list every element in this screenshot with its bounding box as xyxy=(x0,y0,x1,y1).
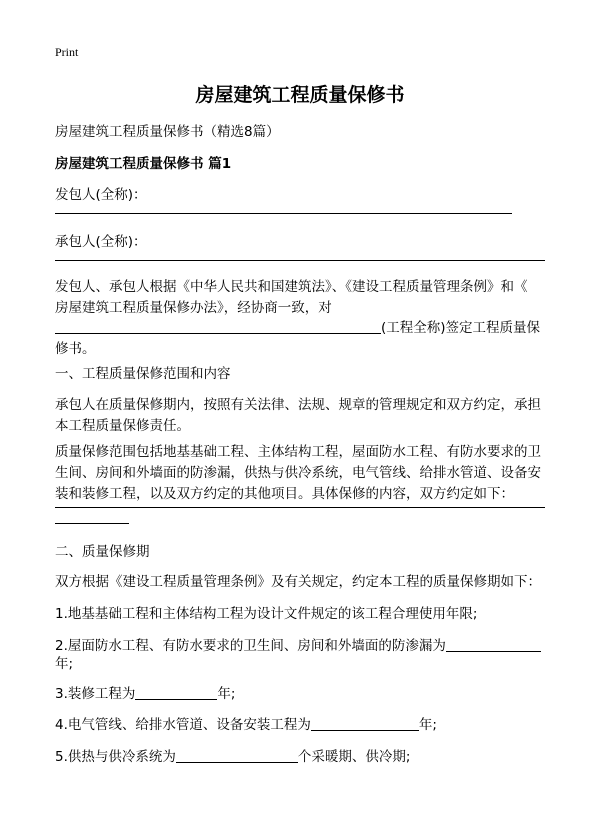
agreed-content-blank-line-1 xyxy=(55,507,545,508)
party-a-blank-line xyxy=(55,213,512,214)
agreed-content-blank-line-2 xyxy=(55,523,129,524)
section-2-title: 二、质量保修期 xyxy=(55,544,150,560)
intro-line-3 xyxy=(55,316,540,336)
intro-line-1: 发包人、承包人根据《中华人民共和国建筑法》、《建设工程质量管理条例》和《 xyxy=(55,279,528,295)
sec1-para2-line2: 生间、房间和外墙面的防渗漏，供热与供冷系统，电气管线、给排水管道、设备安 xyxy=(55,465,541,481)
warranty-item-1: 1.地基基础工程和主体结构工程为设计文件规定的该工程合理使用年限; xyxy=(55,606,478,622)
sec1-para1-line1: 承包人在质量保修期内，按照有关法律、法规、规章的管理规定和双方约定，承担 xyxy=(55,397,541,413)
party-a-label: 发包人(全称)： xyxy=(55,187,147,203)
intro-line-3-suffix: (工程全称)签定工程质量保 xyxy=(381,320,541,336)
item-3-prefix: 3.装修工程为 xyxy=(55,686,136,702)
item-4-prefix: 4.电气管线、给排水管道、设备安装工程为 xyxy=(55,717,311,733)
document-title: 房屋建筑工程质量保修书 xyxy=(195,84,405,106)
section-heading: 房屋建筑工程质量保修书 篇1 xyxy=(55,156,232,172)
party-b-blank-line xyxy=(55,260,545,261)
warranty-item-2-line1 xyxy=(55,634,541,654)
sec2-intro: 双方根据《建设工程质量管理条例》及有关规定，约定本工程的质量保修期如下： xyxy=(55,574,541,590)
item-3-blank xyxy=(135,685,217,700)
item-2-blank xyxy=(446,637,541,652)
sec1-para2-line3: 装和装修工程，以及双方约定的其他项目。具体保修的内容，双方约定如下： xyxy=(55,486,514,502)
warranty-item-3 xyxy=(55,682,235,702)
sec1-para2-line1: 质量保修范围包括地基基础工程、主体结构工程，屋面防水工程、有防水要求的卫 xyxy=(55,444,541,460)
intro-line-2: 房屋建筑工程质量保修办法》，经协商一致，对 xyxy=(55,300,332,316)
item-2-text: 2.屋面防水工程、有防水要求的卫生间、房间和外墙面的防渗漏为 xyxy=(55,638,446,654)
warranty-item-2-line2: 年; xyxy=(55,656,74,672)
item-4-suffix: 年; xyxy=(418,717,437,733)
item-3-suffix: 年; xyxy=(217,686,236,702)
party-b-label: 承包人(全称)： xyxy=(55,234,147,250)
project-name-blank xyxy=(55,319,381,334)
document-subtitle: 房屋建筑工程质量保修书（精选8篇） xyxy=(55,124,280,140)
intro-line-4: 修书。 xyxy=(55,341,96,357)
item-5-blank xyxy=(176,748,298,763)
item-5-suffix: 个采暖期、供冷期; xyxy=(297,749,411,765)
section-1-title: 一、工程质量保修范围和内容 xyxy=(55,366,231,382)
warranty-item-4 xyxy=(55,713,437,733)
item-4-blank xyxy=(311,716,419,731)
warranty-item-5 xyxy=(55,745,410,765)
item-5-prefix: 5.供热与供冷系统为 xyxy=(55,749,176,765)
sec1-para1-line2: 本工程质量保修责任。 xyxy=(55,418,190,434)
print-label[interactable]: Print xyxy=(55,45,79,59)
